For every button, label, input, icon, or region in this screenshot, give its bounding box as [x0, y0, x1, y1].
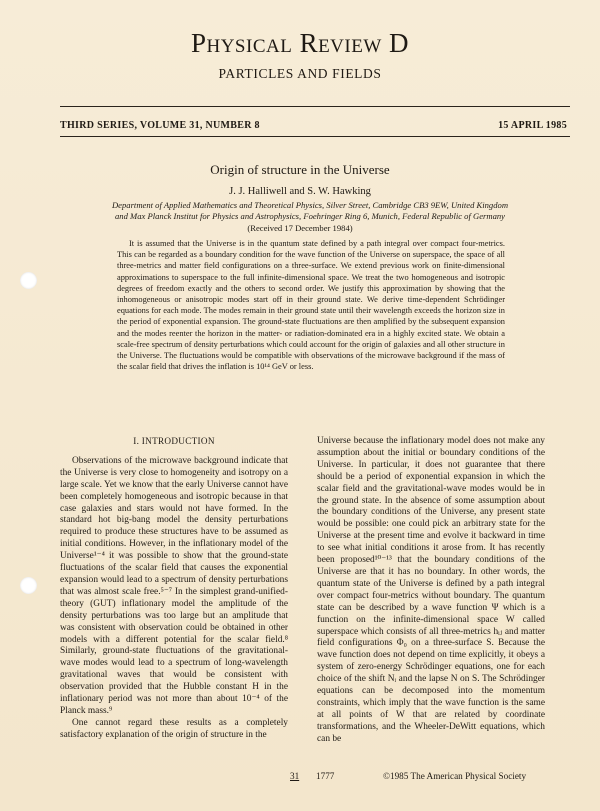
article-authors: J. J. Halliwell and S. W. Hawking [229, 186, 371, 197]
footer-copyright: ©1985 The American Physical Society [383, 771, 527, 781]
punch-hole [20, 577, 37, 594]
header-rule [60, 136, 570, 137]
footer-page-number: 1777 [316, 771, 335, 781]
article-title: Origin of structure in the Universe [210, 162, 390, 177]
body-paragraph: Universe because the inflationary model does not make any assumption about the initial or boundary conditions of the Universe. In particular, it does not guarantee that there should be a period of exponential expansion in which the scalar field and the gravitational-wave modes would be in the ground state. In the absence of some assumption about the boundary conditions of the Universe, any present state would be possible: one could pick an arbitrary state for the Universe at the present time and evolve it backward in time to see what initial conditions it arose from. It has recently been proposed¹⁰⁻¹³ that the boundary conditions of the Universe are that it has no boundary. In other words, the quantum state of the Universe is defined by a path integral over compact four-metrics without boundary. The quantum state can be described by a wave function Ψ which is a function on the infinite-dimensional space W called superspace which consists of all three-metrics hᵢⱼ and matter field configurations Φ₀ on a three-surface S. Because the wave function does not depend on time explicitly, it obeys a system of zero-energy Schrödinger equations, one for each choice of the shift Nᵢ and the lapse N on S. The Schrödinger equations can be decomposed into the momentum constraints, which imply that the wave function is the same at all points of W that are related by coordinate transformations, and the Wheeler-DeWitt equations, which can be [317, 436, 545, 744]
article-affiliation [90, 200, 530, 222]
footer-volume: 31 [290, 771, 300, 781]
body-column-left [60, 436, 288, 742]
header-rule [60, 106, 570, 107]
journal-section: PARTICLES AND FIELDS [218, 66, 382, 81]
abstract: It is assumed that the Universe is in the quantum state defined by a path integral over compact four-metrics. This can be regarded as a boundary condition for the wave function of the Universe on superspace, the space of all three-metrics and matter field configurations on a three-surface. We extend previous work on finite-dimensional approximations to superspace to the full infinite-dimensional space. We treat the two homogeneous and isotropic degrees of freedom exactly and the others to second order. We justify this approximation by showing that the inhomogeneous or anisotropic modes start off in their ground state. We derive time-dependent Schrödinger equations for each mode. The modes remain in their ground state until their wavelength exceeds the horizon size in the period of exponential expansion. The ground-state fluctuations are then amplified by the subsequent expansion and the modes reenter the horizon in the matter- or radiation-dominated era in a highly excited state. We obtain a scale-free spectrum of density perturbations which could account for the origin of galaxies and all other structure in the Universe. The fluctuations would be compatible with observations of the microwave background if the mass of the scalar field that drives the inflation is 10¹⁴ GeV or less. [117, 239, 505, 372]
body-paragraph: Observations of the microwave background indicate that the Universe is very close to homogeneity and isotropy on a large scale. Yet we know that the early Universe cannot have been completely homogeneous and isotropic because in that case galaxies and stars would not have formed. In the standard hot big-bang model the density perturbations required to produce these structures have to be assumed as initial conditions. However, in the inflationary model of the Universe¹⁻⁴ it was possible to show that the ground-state fluctuations of the scalar field that causes the exponential expansion would lead to a spectrum of density perturbations that was almost scale free.⁵⁻⁷ In the simplest grand-unified-theory (GUT) inflationary model the amplitude of the density perturbations was too large but an amplitude that was consistent with observation could be obtained in other models with a different potential for the scalar field.⁸ Similarly, ground-state fluctuations of the gravitational-wave modes would lead to a spectrum of long-wavelength gravitational waves that would be consistent with observation provided that the Hubble constant H in the inflationary period was not more than about 10⁻⁴ of the Planck mass.⁹ [60, 455, 288, 716]
affiliation-line: Department of Applied Mathematics and Theoretical Physics, Silver Street, Cambridge CB3 9EW, United Kingdom [111, 200, 509, 210]
journal-title: Physical Review D [190, 28, 410, 58]
body-paragraph: One cannot regard these results as a completely satisfactory explanation of the origin of structure in the [60, 717, 288, 740]
body-column-right [317, 436, 545, 746]
section-heading: I. INTRODUCTION [133, 436, 215, 446]
affiliation-line: and Max Planck Institut for Physics and Astrophysics, Foehringer Ring 6, Munich, Federal Republic of Germany [115, 211, 505, 221]
received-date: (Received 17 December 1984) [247, 223, 353, 233]
punch-hole [20, 272, 37, 289]
issue-series: THIRD SERIES, VOLUME 31, NUMBER 8 [60, 120, 260, 131]
issue-date: 15 APRIL 1985 [498, 120, 567, 131]
